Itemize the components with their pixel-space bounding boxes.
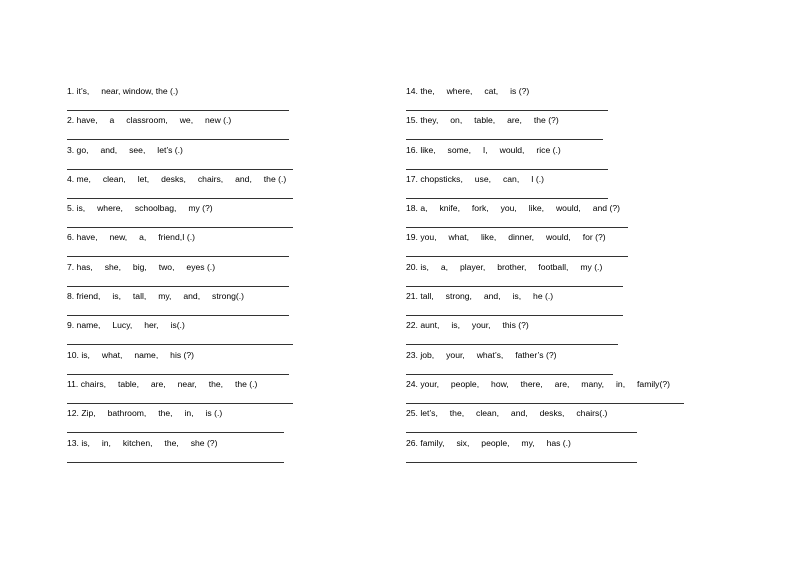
answer-blank-line[interactable] <box>406 315 623 316</box>
question-item <box>406 232 670 261</box>
question-item <box>67 379 286 408</box>
left-question-column <box>67 86 286 467</box>
question-item <box>67 115 286 144</box>
question-prompt: 4. me, clean, let, desks, chairs, and, the (.) <box>67 173 287 184</box>
answer-blank-line[interactable] <box>406 403 684 404</box>
answer-blank-line[interactable] <box>406 110 608 111</box>
question-item <box>406 350 670 379</box>
question-prompt: 24. your, people, how, there, are, many, in, family(?) <box>406 378 670 389</box>
question-item <box>406 379 670 408</box>
question-item <box>406 145 670 174</box>
answer-blank-line[interactable] <box>406 227 628 228</box>
question-item <box>406 320 670 349</box>
question-prompt: 16. like, some, I, would, rice (.) <box>406 144 561 155</box>
answer-blank-line[interactable] <box>67 286 289 287</box>
question-prompt: 5. is, where, schoolbag, my (?) <box>67 203 213 214</box>
question-item <box>406 291 670 320</box>
answer-blank-line[interactable] <box>67 110 289 111</box>
question-item <box>67 350 286 379</box>
question-prompt: 1. it’s, near, window, the (.) <box>67 86 179 96</box>
question-item <box>406 86 670 115</box>
answer-blank-line[interactable] <box>406 432 637 433</box>
question-item <box>406 408 670 437</box>
question-prompt: 26. family, six, people, my, has (.) <box>406 437 571 448</box>
question-item <box>406 115 670 144</box>
question-prompt: 6. have, new, a, friend,I (.) <box>67 232 196 243</box>
question-item <box>67 145 286 174</box>
question-prompt: 7. has, she, big, two, eyes (.) <box>67 261 216 272</box>
answer-blank-line[interactable] <box>67 374 289 375</box>
answer-blank-line[interactable] <box>67 256 289 257</box>
answer-blank-line[interactable] <box>406 198 608 199</box>
question-prompt: 9. name, Lucy, her, is(.) <box>67 320 185 331</box>
right-question-column <box>406 86 670 467</box>
question-item <box>67 262 286 291</box>
answer-blank-line[interactable] <box>406 139 603 140</box>
question-item <box>67 232 286 261</box>
question-prompt: 21. tall, strong, and, is, he (.) <box>406 291 554 302</box>
answer-blank-line[interactable] <box>406 256 628 257</box>
answer-blank-line[interactable] <box>67 139 289 140</box>
answer-blank-line[interactable] <box>406 286 623 287</box>
question-prompt: 18. a, knife, fork, you, like, would, and (?) <box>406 203 620 214</box>
answer-blank-line[interactable] <box>67 227 293 228</box>
answer-blank-line[interactable] <box>67 432 284 433</box>
question-item <box>406 174 670 203</box>
question-prompt: 15. they, on, table, are, the (?) <box>406 115 559 126</box>
question-prompt: 17. chopsticks, use, can, I (.) <box>406 173 545 184</box>
question-item <box>406 438 670 467</box>
question-prompt: 8. friend, is, tall, my, and, strong(.) <box>67 291 245 302</box>
question-prompt: 23. job, your, what’s, father’s (?) <box>406 349 557 360</box>
question-prompt: 10. is, what, name, his (?) <box>67 349 195 360</box>
answer-blank-line[interactable] <box>67 169 293 170</box>
answer-blank-line[interactable] <box>67 403 293 404</box>
question-item <box>67 320 286 349</box>
question-prompt: 11. chairs, table, are, near, the, the (.) <box>67 378 258 389</box>
question-prompt: 2. have, a classroom, we, new (.) <box>67 115 232 126</box>
question-prompt: 19. you, what, like, dinner, would, for (?) <box>406 232 606 243</box>
question-item <box>67 438 286 467</box>
question-prompt: 12. Zip, bathroom, the, in, is (.) <box>67 408 223 419</box>
question-prompt: 14. the, where, cat, is (?) <box>406 86 530 96</box>
question-prompt: 3. go, and, see, let’s (.) <box>67 144 183 155</box>
answer-blank-line[interactable] <box>67 198 293 199</box>
answer-blank-line[interactable] <box>406 462 637 463</box>
answer-blank-line[interactable] <box>406 374 613 375</box>
answer-blank-line[interactable] <box>67 315 289 316</box>
question-item <box>67 86 286 115</box>
answer-blank-line[interactable] <box>406 169 608 170</box>
answer-blank-line[interactable] <box>67 462 284 463</box>
question-item <box>67 203 286 232</box>
answer-blank-line[interactable] <box>406 344 618 345</box>
question-prompt: 20. is, a, player, brother, football, my (.) <box>406 261 603 272</box>
question-item <box>67 174 286 203</box>
question-item <box>406 262 670 291</box>
question-item <box>67 408 286 437</box>
question-prompt: 25. let’s, the, clean, and, desks, chairs(.) <box>406 408 608 419</box>
question-item <box>67 291 286 320</box>
question-prompt: 13. is, in, kitchen, the, she (?) <box>67 437 218 448</box>
question-prompt: 22. aunt, is, your, this (?) <box>406 320 529 331</box>
answer-blank-line[interactable] <box>67 344 293 345</box>
question-item <box>406 203 670 232</box>
